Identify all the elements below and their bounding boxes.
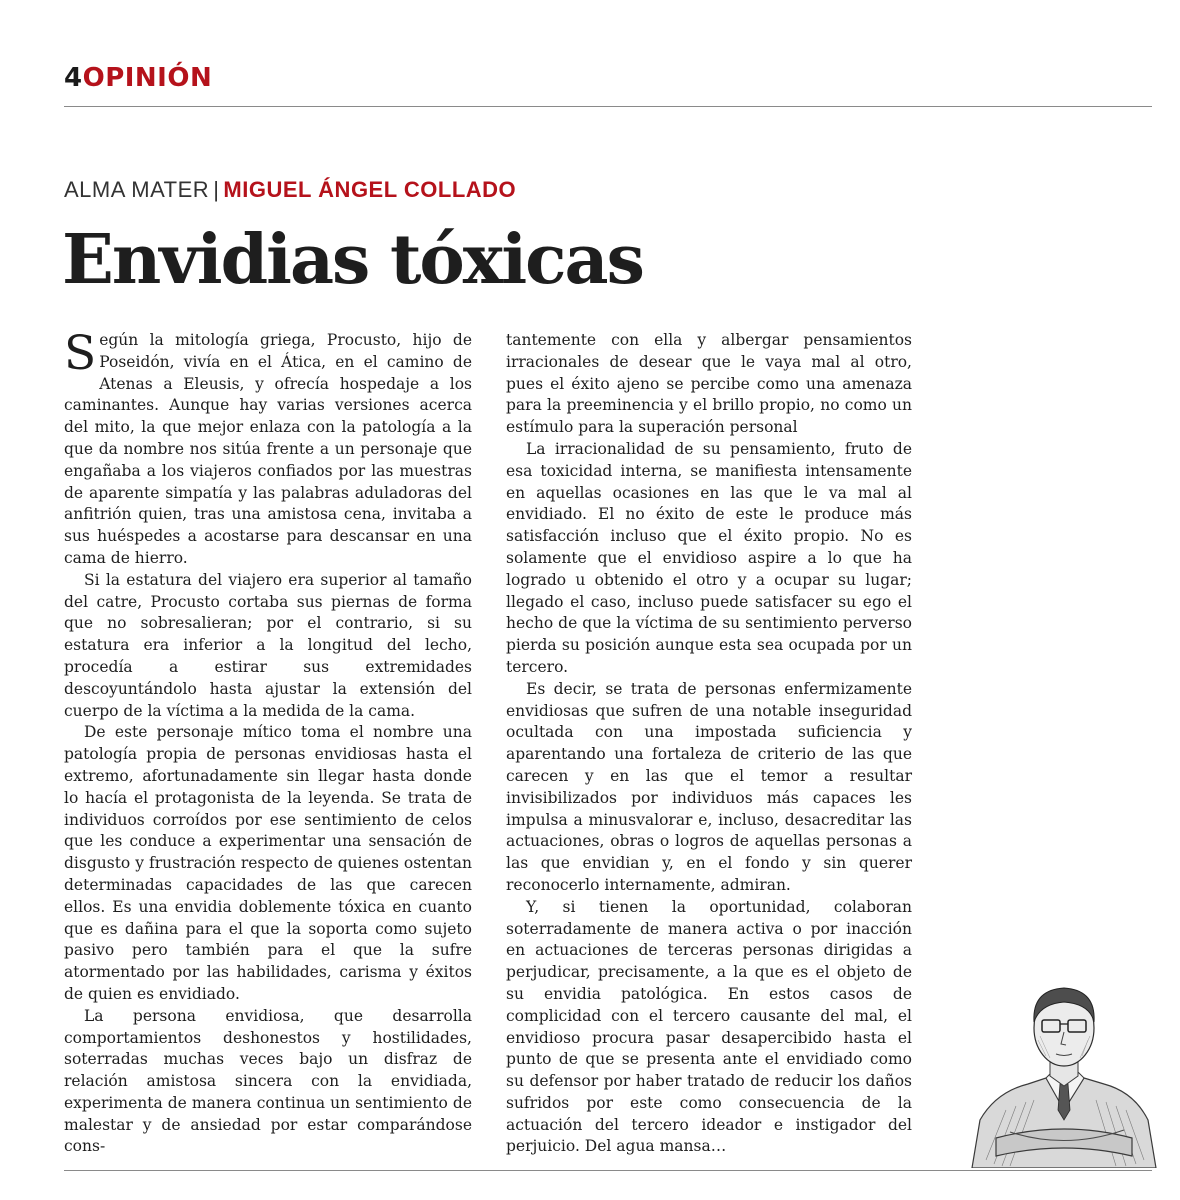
section-header bbox=[64, 62, 212, 94]
article-column-1 bbox=[64, 326, 472, 1158]
paragraph: Si la estatura del viajero era superior al tamaño del catre, Procusto cortaba sus piernas de forma que no sobresalieran; por el contrario, si su estatura era inferior a la longitud del lecho, procedía a estirar sus extremidades descoyuntándolo hasta ajustar la extensión del cuerpo de la víctima a la medida de la cama. bbox=[64, 570, 472, 720]
paragraph: La persona envidiosa, que desarrolla comportamientos deshonestos y hostilidades, soterradas muchas veces bajo un disfraz de relación amistosa sincera con la envidiada, experimenta de manera continua un sentimiento de malestar y de ansiedad por estar comparándose cons- bbox=[64, 1006, 472, 1156]
paragraph: De este personaje mítico toma el nombre una patología propia de personas envidiosas hasta el extremo, afortunadamente sin llegar hasta donde lo hacía el protagonista de la leyenda. Se trata de individuos corroídos por ese sentimiento de celos que les conduce a experimentar una sensación de disgusto y frustración respecto de quienes ostentan determinadas capacidades de las que carecen ellos. Es una envidia doblemente tóxica en cuanto que es dañina para el que la soporta como sujeto pasivo pero también para el que la sufre atormentado por las habilidades, carisma y éxitos de quien es envidiado. bbox=[64, 723, 472, 1003]
paragraph bbox=[64, 326, 472, 570]
author-name: MIGUEL ÁNGEL COLLADO bbox=[223, 177, 517, 202]
top-divider bbox=[64, 106, 1152, 107]
column-name: ALMA MATER bbox=[64, 177, 210, 202]
byline bbox=[64, 176, 516, 204]
drop-cap: S bbox=[64, 326, 97, 381]
page-number: 4 bbox=[64, 63, 83, 93]
section-name: OPINIÓN bbox=[82, 63, 213, 93]
bottom-divider bbox=[64, 1170, 1152, 1171]
byline-separator: | bbox=[213, 177, 220, 202]
paragraph: La irracionalidad de su pensamiento, fruto de esa toxicidad interna, se manifiesta intensamente en aquellas ocasiones en las que le va mal al envidiado. El no éxito de este le produce más satisfacción incluso que el éxito propio. No es solamente que el envidioso aspire a lo que ha logrado u obtenido el otro y a ocupar su lugar; llegado el caso, incluso puede satisfacer su ego el hecho de que la víctima de su sentimiento perverso pierda su posición aunque esta sea ocupada por un tercero. bbox=[506, 439, 912, 676]
paragraph-text: egún la mitología griega, Procusto, hijo de Poseidón, vivía en el Ática, en el camino de Atenas a Eleusis, y ofrecía hospedaje a los caminantes. Aunque hay varias versiones acerca del mito, la que mejor enlaza con la patología a la que da nombre nos sitúa frente a un personaje que engañaba a los viajeros confiados por las muestras de aparente simpatía y las palabras aduladoras del anfitrión quien, tras una amistosa cena, invitaba a sus huéspedes a acostarse para descansar en una cama de hierro. bbox=[64, 331, 472, 567]
paragraph: Es decir, se trata de personas enfermizamente envidiosas que sufren de una notable inseguridad ocultada con una impostada suficiencia y aparentando una fortaleza de criterio de las que carecen y en las que el temor a resultar invisibilizados por individuos más capaces les impulsa a minusvalorar e, incluso, desacreditar las actuaciones, obras o logros de aquellas personas a las que envidian y, en el fondo y sin querer reconocerlo internamente, admiran. bbox=[506, 679, 912, 894]
article-column-2 bbox=[506, 330, 912, 1158]
paragraph: tantemente con ella y albergar pensamientos irracionales de desear que le vaya mal al otro, pues el éxito ajeno se percibe como una amenaza para la preeminencia y el brillo propio, no como un estímulo para la superación personal bbox=[506, 331, 912, 437]
paragraph: Y, si tienen la oportunidad, colaboran soterradamente de manera activa o por inacción en actuaciones de terceras personas dirigidas a perjudicar, precisamente, a la que es el objeto de su envidia patológica. En estos casos de complicidad con el tercero causante del mal, el envidioso procura pasar desapercibido hasta el punto de que se presenta ante el envidiado como su defensor por haber tratado de reducir los daños sufridos por este como consecuencia de la actuación del tercero ideador e instigador del perjuicio. Del agua mansa… bbox=[506, 897, 912, 1156]
article-headline: Envidias tóxicas bbox=[62, 220, 643, 300]
author-portrait-illustration bbox=[966, 960, 1162, 1168]
